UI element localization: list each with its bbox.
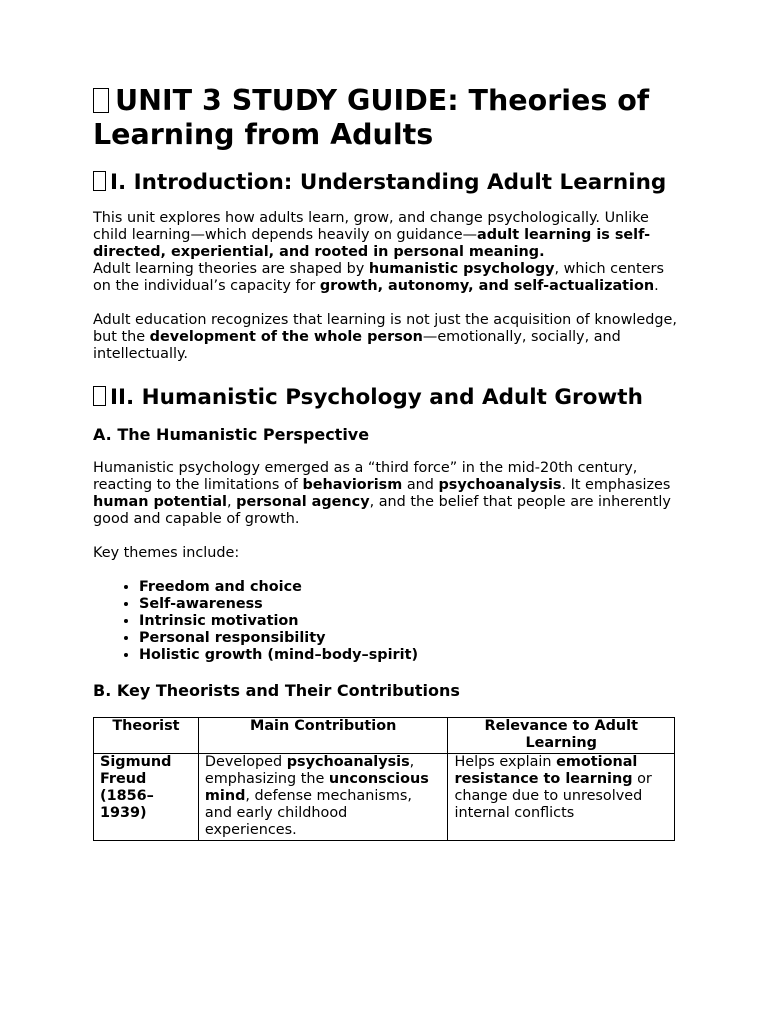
theorist-cell: Sigmund Freud (1856–1939) bbox=[94, 754, 199, 841]
list-item: • Freedom and choice bbox=[139, 579, 683, 596]
table-row bbox=[94, 754, 675, 841]
column-header-theorist: Theorist bbox=[94, 718, 199, 754]
section-heading-humanistic: II. Humanistic Psychology and Adult Growth bbox=[93, 385, 683, 411]
theory-paragraph: Adult learning theories are shaped by humanistic psychology, which centers on the individual’s capacity for growth, autonomy, and self-actualization. bbox=[93, 261, 664, 294]
subheading-humanistic-perspective: A. The Humanistic Perspective bbox=[93, 425, 370, 444]
list-item: • Personal responsibility bbox=[139, 630, 683, 647]
table-header-row bbox=[94, 718, 675, 754]
list-item: • Holistic growth (mind–body–spirit) bbox=[139, 647, 683, 664]
list-item: • Intrinsic motivation bbox=[139, 613, 683, 630]
contribution-cell: Developed psychoanalysis, emphasizing the unconscious mind, defense mechanisms, and early childhood experiences. bbox=[198, 754, 448, 841]
whole-person-paragraph: Adult education recognizes that learning is not just the acquisition of knowledge, but the development of the whole person—emotionally, socially, and intellectually. bbox=[93, 312, 677, 362]
key-themes-intro: Key themes include: bbox=[93, 545, 240, 561]
missing-glyph-icon bbox=[93, 386, 106, 406]
intro-paragraph: This unit explores how adults learn, grow, and change psychologically. Unlike child learning—which depends heavily on guidance—adult learning is self-directed, experiential, and rooted in personal meaning. bbox=[93, 210, 651, 260]
section-heading-introduction: I. Introduction: Understanding Adult Learning bbox=[93, 170, 683, 196]
key-themes-list bbox=[93, 579, 683, 664]
missing-glyph-icon bbox=[93, 171, 106, 191]
humanistic-paragraph: Humanistic psychology emerged as a “third force” in the mid-20th century, reacting to the limitations of behaviorism and psychoanalysis. It emphasizes human potential, personal agency, and the belief that people are inherently good and capable of growth. bbox=[93, 460, 671, 527]
document-page bbox=[93, 84, 683, 841]
column-header-relevance: Relevance to Adult Learning bbox=[448, 718, 675, 754]
relevance-cell: Helps explain emotional resistance to learning or change due to unresolved internal conflicts bbox=[448, 754, 675, 841]
list-item: • Self-awareness bbox=[139, 596, 683, 613]
theorists-table bbox=[93, 717, 675, 841]
missing-glyph-icon bbox=[93, 88, 109, 113]
document-title: UNIT 3 STUDY GUIDE: Theories of Learning from Adults bbox=[93, 84, 650, 151]
column-header-contribution: Main Contribution bbox=[198, 718, 448, 754]
subheading-key-theorists: B. Key Theorists and Their Contributions bbox=[93, 681, 460, 700]
